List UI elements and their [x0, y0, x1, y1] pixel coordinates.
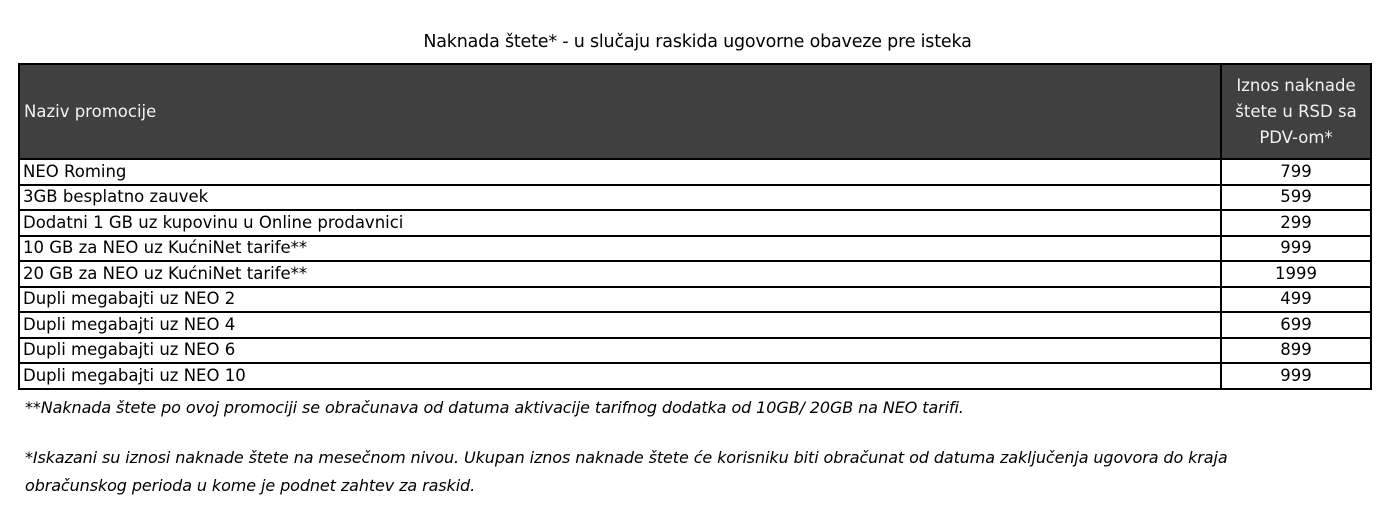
- amount-cell: 999: [1221, 363, 1371, 389]
- promotion-name-cell: Dupli megabajti uz NEO 6: [19, 338, 1221, 364]
- table-row: [19, 210, 1371, 236]
- column-header-amount: Iznos naknade štete u RSD sa PDV-om*: [1221, 64, 1371, 159]
- document-title: Naknada štete* - u slučaju raskida ugovorne obaveze pre isteka: [423, 32, 972, 52]
- footnote-single-asterisk: *Iskazani su iznosi naknade štete na mesečnom nivou. Ukupan iznos naknade štete će korisniku biti obračunat od datuma zaključenja ugovora do kraja obračunskog perioda u kome je podnet zahtev za raskid.: [25, 448, 1228, 495]
- promotion-name-cell: Dupli megabajti uz NEO 10: [19, 363, 1221, 389]
- promotion-name-cell: 10 GB za NEO uz KućniNet tarife**: [19, 236, 1221, 262]
- table-row: [19, 363, 1371, 389]
- table-row: [19, 159, 1371, 185]
- amount-cell: 1999: [1221, 261, 1371, 287]
- promotion-name-cell: Dupli megabajti uz NEO 2: [19, 287, 1221, 313]
- table-row: [19, 185, 1371, 211]
- header-row: [19, 64, 1371, 159]
- amount-cell: 499: [1221, 287, 1371, 313]
- promotion-name-cell: 20 GB za NEO uz KućniNet tarife**: [19, 261, 1221, 287]
- promotion-name-cell: 3GB besplatno zauvek: [19, 185, 1221, 211]
- compensation-table: [18, 63, 1372, 390]
- table-row: [19, 312, 1371, 338]
- amount-cell: 599: [1221, 185, 1371, 211]
- table-row: [19, 236, 1371, 262]
- table-body: [19, 159, 1371, 389]
- promotion-name-cell: NEO Roming: [19, 159, 1221, 185]
- footnote-double-asterisk: **Naknada štete po ovoj promociji se obračunava od datuma aktivacije tarifnog dodatka od 10GB/ 20GB na NEO tarifi.: [25, 398, 964, 417]
- amount-cell: 299: [1221, 210, 1371, 236]
- table-header: [19, 64, 1371, 159]
- amount-cell: 899: [1221, 338, 1371, 364]
- table-row: [19, 287, 1371, 313]
- amount-cell: 999: [1221, 236, 1371, 262]
- amount-cell: 799: [1221, 159, 1371, 185]
- promotion-name-cell: Dodatni 1 GB uz kupovinu u Online prodavnici: [19, 210, 1221, 236]
- promotion-name-cell: Dupli megabajti uz NEO 4: [19, 312, 1221, 338]
- table-row: [19, 338, 1371, 364]
- amount-cell: 699: [1221, 312, 1371, 338]
- column-header-promotion-name: Naziv promocije: [19, 64, 1221, 159]
- table-row: [19, 261, 1371, 287]
